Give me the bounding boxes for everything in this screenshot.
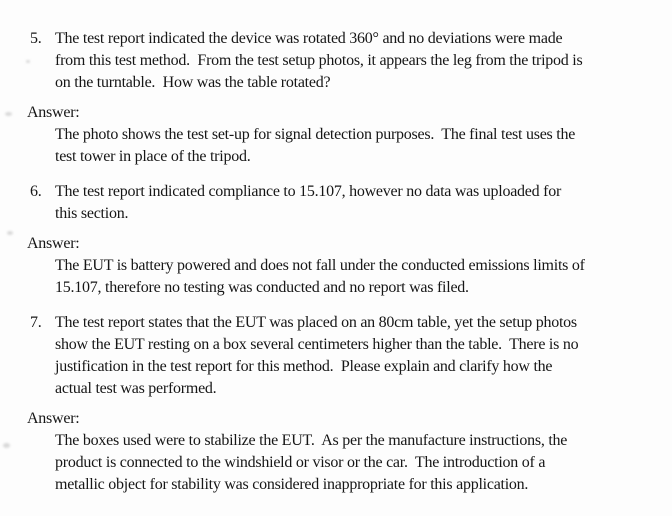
answer-label: Answer: [27,104,80,121]
question-line: show the EUT resting on a box several centimeters higher than the table. There is no [55,336,579,353]
answer-line: 15.107, therefore no testing was conducted and no report was filed. [55,279,469,296]
question-text [55,312,578,400]
scan-artifact [5,112,12,116]
answer-line: product is connected to the windshield or visor or the car. The introduction of a [55,454,546,471]
answer-line: The boxes used were to stabilize the EUT. As per the manufacture instructions, the [55,432,568,449]
answer-label: Answer: [27,410,80,427]
question-number: 5. [30,30,42,47]
answer-text [55,255,672,299]
question-line: The test report indicated compliance to 15.107, however no data was uploaded for [55,183,562,200]
question-line: on the turntable. How was the table rotated? [55,74,331,91]
question-7 [0,312,672,400]
answer-line: The EUT is battery powered and does not fall under the conducted emissions limits of [55,257,585,274]
qa-item-5 [0,28,672,168]
scan-artifact [7,231,13,235]
question-text [55,181,561,225]
answer-line: The photo shows the test set-up for signal detection purposes. The final test uses the [55,126,576,143]
answer-label: Answer: [27,235,80,252]
answer-line: test tower in place of the tripod. [55,148,251,165]
question-number: 6. [30,183,42,200]
question-line: justification in the test report for this method. Please explain and clarify how the [55,358,553,375]
answer-text [55,430,672,496]
scan-artifact [3,443,10,448]
question-5 [0,28,672,94]
qa-item-6 [0,181,672,299]
question-text [55,28,582,94]
answer-line: metallic object for stability was considered inappropriate for this application. [55,476,529,493]
question-line: The test report indicated the device was rotated 360° and no deviations were made [55,30,563,47]
question-6 [0,181,672,225]
qa-item-7 [0,312,672,496]
question-line: from this test method. From the test setup photos, it appears the leg from the tripod is [55,52,583,69]
answer-text [55,124,672,168]
question-number: 7. [30,314,42,331]
question-line: actual test was performed. [55,380,217,397]
question-line: this section. [55,205,129,222]
scan-artifact [26,60,30,63]
question-line: The test report states that the EUT was placed on an 80cm table, yet the setup photos [55,314,577,331]
